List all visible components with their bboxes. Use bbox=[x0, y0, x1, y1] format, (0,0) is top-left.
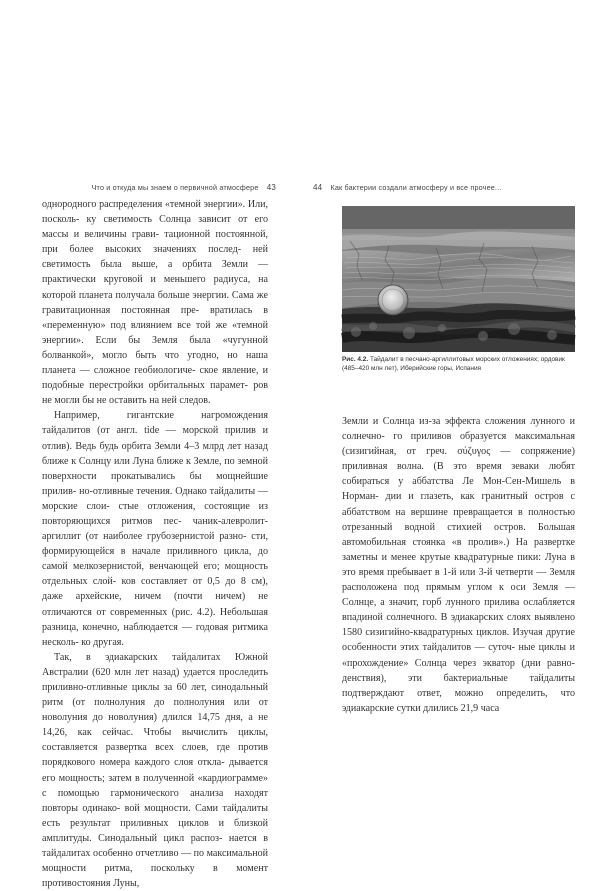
left-paragraph-1: однородного распределения «темной энергии». Или, посколь- ку светимость Солнца зависит от его массы и величины грави- тационной постоянной, при более высоких значениях послед- ней светимость была выше, а орбита Земли — практически круговой и меньшего радиуса, на которой планета получала больше энергии. Сама же гравитационная постоянная пре- вратилась в «переменную» под влиянием все той же «темной энергии». Если бы Земля была «чугунной болванкой», могло быть что угодно, но наша планета — сложное геобиологиче- ское явление, и подобные перестройки орбитальных парамет- ров не могли бы не оставить на ней следов. bbox=[42, 199, 268, 407]
running-head-right-text: Как бактерии создали атмосферу и все прочее... bbox=[330, 183, 502, 192]
right-paragraph-1: Земли и Солнца из-за эффекта сложения лунного и солнечно- го приливов образуется максимальная (сизигийная, от греч. σύζυγος — сопряжение) приливная волна. (В это время зеваки любят собираться у аббатства Ле Мон-Сен-Мишель в Норман- дии и глазеть, как гранитный остров с аббатством на вершине превращается в полностью отрезанный водной стихией остров. Большая автомобильная стоянка «в пролив».) На развертке заметны и менее крутые квадратурные пики: Луна в это время пребывает в 1-й или 3-й четверти — Земля расположена под прямым углом к оси Земля — Солнце, а значит, горб лунного прилива ослабляется впадиной солнечного. В эдиакарских слоях выявлено 1580 сизигийно-квадратурных циклов. Изучая другие особенности этих тайдалитов — суточ- ные циклы и «прохождение» Солнца через экватор (дни равно- денствия), эти бактериальные тайдалиты подтверждают ответ, можно определить, что эдиакарские сутки длились 21,9 часа bbox=[342, 416, 575, 714]
page-number-right: 44 bbox=[313, 183, 323, 192]
figure-caption-number: Рис. 4.2. bbox=[342, 356, 369, 363]
figure-caption bbox=[342, 356, 575, 373]
running-head-left bbox=[92, 183, 276, 192]
running-head-left-text: Что и откуда мы знаем о первичной атмосфере bbox=[91, 183, 259, 192]
figure-caption-text: Тайдалит в песчано-аргиллитовых морских отложениях; ордовик (485–420 млн лет), Иберийские горы, Испания bbox=[342, 356, 565, 372]
right-page-body bbox=[342, 414, 575, 716]
left-paragraph-3: Так, в эдиакарских тайдалитах Южной Австралии (620 млн лет назад) удается проследить приливно-отливные циклы за 60 лет, синодальный ритм (от полнолуния до полнолуния или от новолуния до новолуния) длился 14,75 дня, а не 14,26, как сейчас. Чтобы вычислить циклы, составляется развертка всех слоев, где против порядкового номера каждого слоя откла- дывается его мощность; затем в полученной «кардиограмме» с помощью гармонического анализа находят повторы одинако- вой мощности. Сами тайдалиты есть результат приливных циклов и близкой амплитуды. Синодальный цикл распоз- нается в тайдалитах особенно отчетливо — по максимальной мощности ритма, поскольку в момент противостояния Луны, bbox=[42, 651, 268, 890]
running-head-right bbox=[313, 183, 501, 192]
tidalite-photo bbox=[342, 206, 575, 352]
left-page-body bbox=[42, 197, 268, 891]
page-number-left: 43 bbox=[266, 183, 276, 192]
left-page bbox=[0, 0, 300, 890]
tidalite-photo-illustration bbox=[342, 206, 575, 352]
right-page bbox=[300, 0, 600, 750]
left-paragraph-2: Например, гигантские нагромождения тайдалитов (от англ. tide — морской прилив и отлив). Ведь будь орбита Земли 4–3 млрд лет назад ближе к Солнцу или Луна ближе к Земле, по земной поверхности прокатывались бы мощнейшие прилив- но-отливные течения. Однако тайдалиты — морские слои- стые отложения, состоящие из повторяющихся ритмов пес- чаник-алевролит-аргиллит (от наиболее грубозернистой разно- сти, формирующейся в начале приливного цикла, до самой мелкозернистой, венчающей его; мощность отдельных слой- ков составляет от 0,5 до 8 см), даже архейские, ничем (почти ничем) не отличаются от современных (рис. 4.2). Небольшая разница, конечно, наблюдается — годовая ритмика несколь- ко другая. bbox=[42, 410, 268, 648]
